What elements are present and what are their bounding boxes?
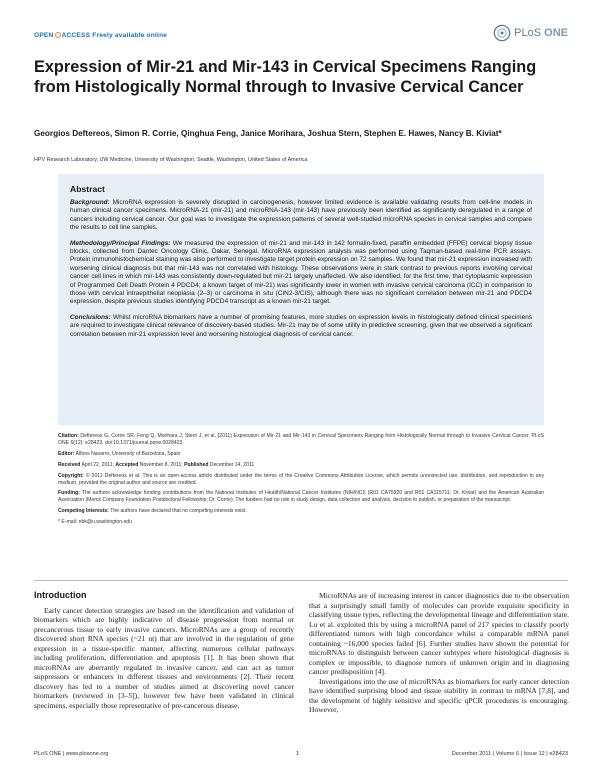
abstract-methods	[70, 240, 532, 307]
page-footer	[34, 751, 568, 761]
footer-journal: PLoS ONE | www.plosone.org	[34, 751, 109, 757]
competing-interests	[58, 508, 544, 515]
citation-text: Deftereos G, Corrie SR, Feng Q, Morihara J, Stern J, et al. (2011) Expression of Mir-21 and Mir-143 in Cervical Specimens Ranging from Histologically Normal through to Invasive Cervical Cancer. PLoS ONE 6(12): e28423. doi:10.1371/journal.pone.0028423	[58, 433, 544, 446]
editor	[58, 451, 544, 458]
footer-page-number: 1	[296, 751, 300, 757]
journal-logo	[493, 24, 568, 42]
author-list: Georgios Deftereos, Simon R. Corrie, Qinghua Feng, Janice Morihara, Joshua Stern, Stephen E. Hawes, Nancy B. Kiviat*	[34, 129, 502, 138]
copyright-text: © 2011 Deftereos et al. This is an open-access article distributed under the terms of the Creative Commons Attribution License, which permits unrestricted use, distribution, and reproduction in any medium, provided the original author and source are credited.	[58, 472, 544, 486]
open-access-lock-icon	[55, 32, 61, 38]
intro-paragraph-3: Investigations into the use of microRNAs as biomarkers for early cancer detection have identified surprising blood and tissue stability in contrast to mRNA [7,8], and the development of highly sensitive and specific qPCR procedures is encouraging. However,	[309, 676, 569, 714]
introduction-heading: Introduction	[34, 590, 87, 600]
editor-text: Alfons Navarro, University of Barcelona, Spain	[74, 450, 181, 457]
open-access-banner	[34, 32, 167, 39]
abstract-conclusions-text: Whilst microRNA biomarkers have a number of promising features, more studies on expression levels in histologically defined clinical specimens are required to investigate clinical relevance of discovery-based studies. Mir-21 may be of some utility in predictive screening, given that we observed a significant correlation between mir-21 expression level and worsening histological diagnosis of cervical cancer.	[70, 313, 532, 338]
abstract-methods-text: We measured the expression of mir-21 and mir-143 in 142 formalin-fixed, paraffin embedded (FFPE) cervical biopsy tissue blocks, collected from Dantec Oncology Clinic, Dakar, Senegal. MicroRNA expression analysis was performed using Taqman-based real-time PCR assays. Protein immunohistochemical staining was also performed to investigate target protein expression on 72 samples. We found that mir-21 expression increased with worsening clinical diagnosis but that mir-143 was not correlated with histology. These observations were in stark contrast to previous reports involving cervical cancer cell lines in which mir-143 was consistently down-regulated but mir-21 largely unaffected. We also identified, for the first time, that cytoplasmic expression of Programmed Cell Death Protein 4 PDCD4; a known target of mir-21) was significantly lower in women with invasive cervical carcinoma (ICC) in comparison to those with cervical intraepithelial neoplasia (2–3) or carcinoma in situ (CIN2-3/CIS), although there was no significant correlation between mir-21 and PDCD4 expression, despite previous studies identifying PDCD4 transcript as a known mir-21 target.	[70, 239, 533, 306]
article-metadata	[58, 433, 544, 530]
abstract-background-label: Background:	[70, 199, 110, 206]
citation-label: Citation:	[58, 433, 79, 439]
abstract-background-text: MicroRNA expression is severely disrupted in carcinogenesis, however limited evidence is available validating results from cell-line models in human clinical cancer specimens. MicroRNA-21 (mir-21) and microRNA-143 (mir-143) have previously been identified as significantly deregulated in a range of cancers including cervical cancer. Our goal was to investigate the expression patterns of several well-studied microRNA species in cervical samples and compare the results to cell line samples.	[70, 199, 532, 232]
open-access-label-2: ACCESS Freely available online	[61, 32, 168, 39]
abstract-background	[70, 199, 532, 233]
competing-text: The authors have declared that no competing interests exist.	[108, 508, 247, 515]
competing-label: Competing Interests:	[58, 508, 109, 515]
top-bar	[34, 28, 568, 50]
affiliation: HPV Research Laboratory, UW Medicine, University of Washington, Seattle, Washington, United States of America	[34, 157, 308, 163]
published-date: December 14, 2011	[208, 461, 255, 468]
abstract-box	[58, 174, 544, 425]
accepted-label: Accepted	[115, 461, 139, 468]
footer-issue: December 2011 | Volume 6 | Issue 12 | e28423	[451, 751, 568, 757]
journal-logo-a: PLoS	[514, 27, 542, 39]
abstract-conclusions-label: Conclusions:	[70, 313, 111, 321]
intro-paragraph-2: MicroRNAs are of increasing interest in cancer diagnostics due to the observation that a surprisingly small family of molecules can provide exquisite specificity in classifying tissue types, reflecting the developmental lineage and differentiation state. Lu et al. exploited this by using a microRNA panel of 217 species to classify poorly differentiated tumors with high concordance whilst a comparable mRNA panel containing ~16,000 species failed [6]. Further studies have shown the potential for microRNAs to distinguish between cancer subtypes where histological diagnosis is complex or impossible, to diagnose tumors of unknown origin and in diagnosing cancer predisposition [4].	[309, 591, 569, 676]
journal-logo-text	[514, 27, 568, 39]
abstract-heading: Abstract	[70, 184, 105, 194]
accepted-date: November 8, 2011;	[138, 461, 185, 468]
received-label: Received	[58, 461, 81, 468]
article-title: Expression of Mir-21 and Mir-143 in Cervical Specimens Ranging from Histologically Normal through to Invasive Cervical Cancer	[34, 58, 537, 96]
published-label: Published	[184, 461, 209, 468]
funding	[58, 490, 544, 504]
abstract-conclusions	[70, 314, 532, 339]
intro-paragraph-1: Early cancer detection strategies are based on the identification and validation of biomarkers which are highly indicative of disease progression from normal or precancerous tissue to early invasive cancers. MicroRNAs are a group of recently discovered short RNA species (~21 nt) that are involved in the regulation of gene expression in a tissue-specific manner, affecting numerous cellular pathways including proliferation, differentiation and apoptosis [1]. It has been shown that microRNAs are aberrantly regulated in invasive cancer, and can act as tumor suppressors or enhancers in different tissues and environments [2]. Their recent discovery has led to a number of studies aimed at discovering novel cancer biomarkers (reviewed in [3–5]), however few have been validated in clinical specimens, especially those representative of pre-cancerous disease.	[34, 605, 294, 710]
funding-label: Funding:	[58, 490, 80, 497]
funding-text: The authors acknowledge funding contributions from the National Institutes of Health/National Cancer Institutes (NIH/NCI) (R01 CA75920 and R01 CA115711; Dr. Kiviat) and the American Australian Association (Merck Company Foundation Postdoctoral Fellowship; Dr. Corrie). The funders had no role in study design, data collection and analysis, decision to publish, or preparation of the manuscript.	[58, 490, 544, 504]
editor-label: Editor:	[58, 450, 75, 457]
abstract-methods-label: Methodology/Principal Findings:	[70, 239, 171, 247]
journal-logo-b: ONE	[541, 27, 568, 39]
corresponding-email: * E-mail: nbk@u.washington.edu	[58, 519, 132, 526]
open-access-label: OPEN	[34, 32, 54, 39]
copyright	[58, 473, 544, 487]
body-column-left	[34, 591, 294, 710]
received-date: April 22, 2011;	[80, 461, 116, 468]
body-column-right	[309, 591, 569, 715]
plos-one-logo-icon	[493, 24, 511, 42]
copyright-label: Copyright:	[58, 472, 84, 479]
section-divider	[34, 580, 568, 581]
citation	[58, 433, 544, 447]
dates	[58, 462, 544, 469]
